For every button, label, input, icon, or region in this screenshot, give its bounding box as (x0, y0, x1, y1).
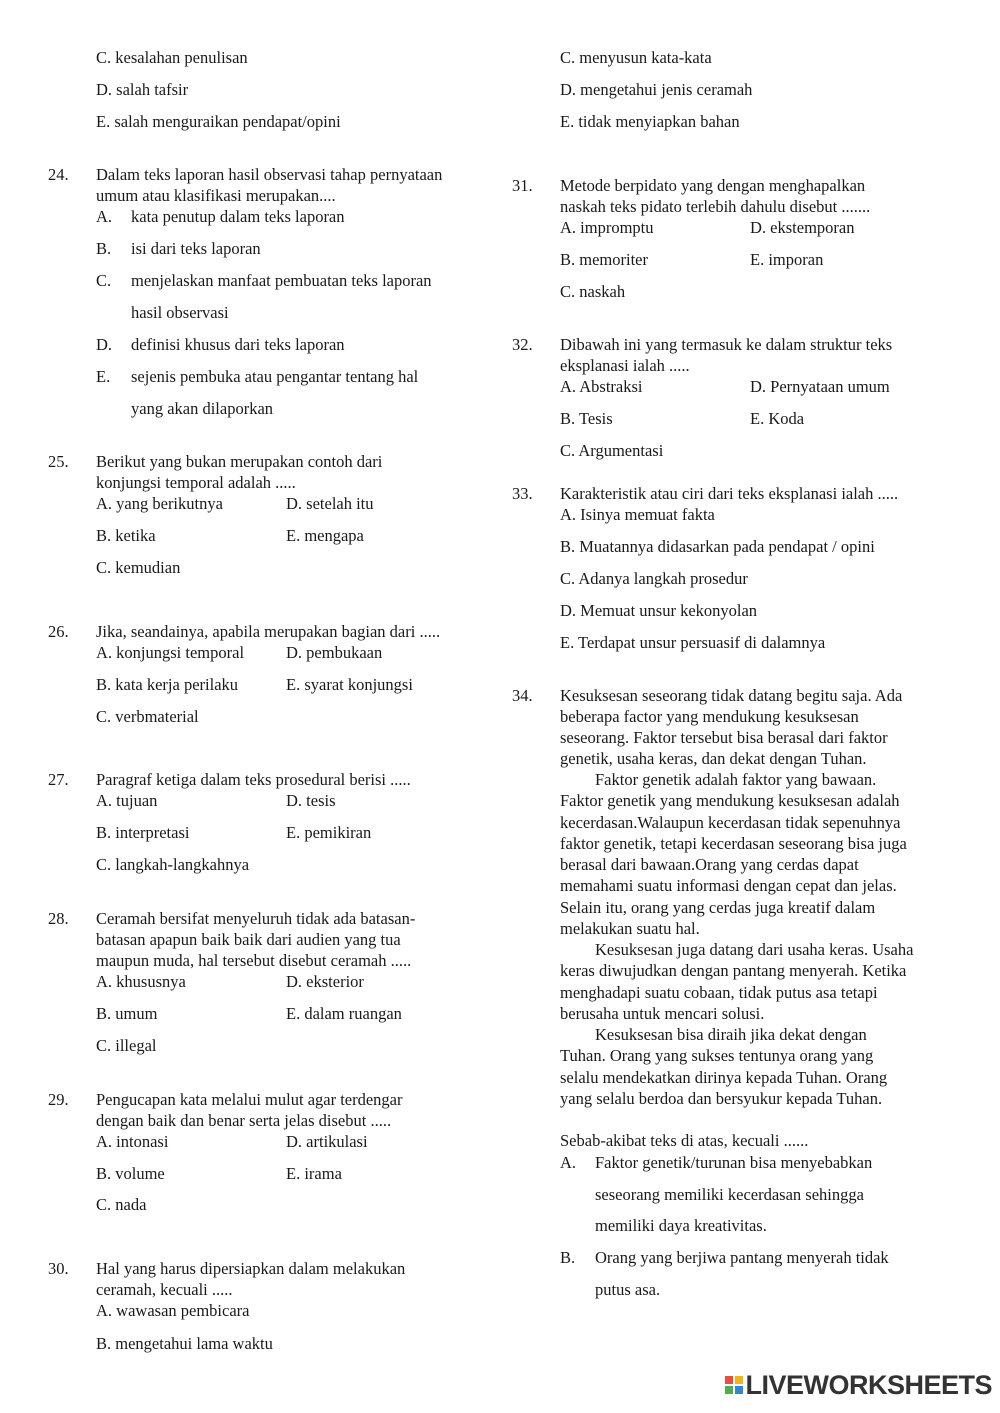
text-line: E. Koda (750, 409, 805, 428)
text-line: faktor genetik, tetapi kecerdasan seseorang bisa juga (560, 834, 907, 853)
text-line: A. Isinya memuat fakta (560, 505, 715, 524)
text-line: A. (560, 1153, 577, 1172)
text-line: B. volume (96, 1164, 165, 1183)
text-line: seseorang memiliki kecerdasan sehingga (595, 1185, 864, 1204)
text-line: Metode berpidato yang dengan menghapalkan (560, 176, 866, 195)
text-line: E. mengapa (286, 526, 364, 545)
text-line: yang selalu berdoa dan bersyukur kepada Tuhan. (560, 1089, 883, 1108)
text-line: C. langkah-langkahnya (96, 855, 250, 874)
text-line: B. kata kerja perilaku (96, 675, 239, 694)
text-line: D. eksterior (286, 972, 364, 991)
text-line: C. nada (96, 1195, 147, 1214)
text-line: kata penutup dalam teks laporan (131, 207, 345, 226)
text-line: Dibawah ini yang termasuk ke dalam struktur teks (560, 335, 893, 354)
text-line: E. Terdapat unsur persuasif di dalamnya (560, 633, 826, 652)
text-line: B. mengetahui lama waktu (96, 1334, 273, 1353)
text-line: B. umum (96, 1004, 158, 1023)
text-line: kecerdasan.Walaupun kecerdasan tidak sepenuhnya (560, 813, 901, 832)
text-line: beberapa factor yang mendukung kesuksesan (560, 707, 859, 726)
text-line: naskah teks pidato terlebih dahulu disebut ....... (560, 197, 871, 216)
text-line: D. pembukaan (286, 643, 383, 662)
text-line: D. artikulasi (286, 1132, 368, 1151)
text-line: A. konjungsi temporal (96, 643, 245, 662)
text-line: E. syarat konjungsi (286, 675, 413, 694)
text-line: E. irama (286, 1164, 342, 1183)
logo-square (735, 1386, 743, 1394)
text-line: E. (96, 367, 111, 386)
text-line: maupun muda, hal tersebut disebut ceramah ..... (96, 951, 412, 970)
text-line: C. naskah (560, 282, 626, 301)
text-line: memahami suatu informasi dengan cepat dan jelas. (560, 876, 897, 895)
text-line: 34. (512, 686, 533, 705)
text-line: B. (96, 239, 112, 258)
text-line: A. yang berikutnya (96, 494, 223, 513)
text-line: D. salah tafsir (96, 80, 189, 99)
text-line: B. (560, 1248, 576, 1267)
text-line: Tuhan. Orang yang sukses tentunya orang yang (560, 1046, 874, 1065)
text-line: D. Pernyataan umum (750, 377, 890, 396)
text-line: 27. (48, 770, 69, 789)
text-line: Berikut yang bukan merupakan contoh dari (96, 452, 383, 471)
text-line: 32. (512, 335, 533, 354)
text-line: Dalam teks laporan hasil observasi tahap pernyataan (96, 165, 443, 184)
text-line: hasil observasi (131, 303, 229, 322)
text-line: keras diwujudkan dengan pantang menyerah. Ketika (560, 961, 907, 980)
text-line: C. kesalahan penulisan (96, 48, 248, 67)
text-line: Faktor genetik yang mendukung kesuksesan adalah (560, 791, 900, 810)
text-line: B. Muatannya didasarkan pada pendapat / opini (560, 537, 875, 556)
text-line: 31. (512, 176, 533, 195)
text-line: D. ekstemporan (750, 218, 855, 237)
text-line: E. salah menguraikan pendapat/opini (96, 112, 341, 131)
text-line: C. verbmaterial (96, 707, 199, 726)
text-line: eksplanasi ialah ..... (560, 356, 690, 375)
logo-text: LIVEWORKSHEETS (745, 1370, 992, 1400)
text-line: 30. (48, 1259, 69, 1278)
text-line: seseorang. Faktor tersebut bisa berasal dari faktor (560, 728, 888, 747)
text-line: A. Abstraksi (560, 377, 643, 396)
text-line: B. memoriter (560, 250, 648, 269)
text-line: A. khususnya (96, 972, 186, 991)
text-line: 33. (512, 484, 533, 503)
text-line: B. interpretasi (96, 823, 190, 842)
liveworksheets-logo[interactable] (725, 1371, 992, 1399)
text-line: A. (96, 207, 113, 226)
text-line: putus asa. (595, 1280, 661, 1299)
text-line: yang akan dilaporkan (131, 399, 274, 418)
text-line: E. dalam ruangan (286, 1004, 402, 1023)
text-line: A. wawasan pembicara (96, 1301, 250, 1320)
text-line: 28. (48, 909, 69, 928)
text-line: umum atau klasifikasi merupakan.... (96, 186, 336, 205)
text-line: genetik, usaha keras, dan dekat dengan Tuhan. (560, 749, 867, 768)
text-line: C. Argumentasi (560, 441, 664, 460)
text-line: C. (96, 271, 112, 290)
text-line: C. illegal (96, 1036, 157, 1055)
text-line: D. tesis (286, 791, 336, 810)
text-line: D. Memuat unsur kekonyolan (560, 601, 758, 620)
text-line: Ceramah bersifat menyeluruh tidak ada batasan- (96, 909, 416, 928)
text-line: dengan baik dan benar serta jelas disebut ..... (96, 1111, 392, 1130)
text-line: Kesuksesan seseorang tidak datang begitu saja. Ada (560, 686, 903, 705)
text-line: Hal yang harus dipersiapkan dalam melakukan (96, 1259, 406, 1278)
text-line: 25. (48, 452, 69, 471)
text-line: menghadapi suatu cobaan, tidak putus asa tetapi (560, 983, 878, 1002)
text-line: 24. (48, 165, 69, 184)
text-line: Faktor genetik/turunan bisa menyebabkan (595, 1153, 873, 1172)
text-line: Faktor genetik adalah faktor yang bawaan. (595, 770, 877, 789)
text-line: Selain itu, orang yang cerdas juga kreatif dalam (560, 898, 876, 917)
text-line: A. intonasi (96, 1132, 169, 1151)
text-line: B. ketika (96, 526, 156, 545)
text-line: melakukan suatu hal. (560, 919, 700, 938)
text-line: 29. (48, 1090, 69, 1109)
text-line: 26. (48, 622, 69, 641)
text-line: D. mengetahui jenis ceramah (560, 80, 753, 99)
logo-square (725, 1376, 733, 1384)
text-line: isi dari teks laporan (131, 239, 261, 258)
text-line: C. menyusun kata-kata (560, 48, 712, 67)
logo-square (735, 1376, 743, 1384)
text-line: A. impromptu (560, 218, 654, 237)
text-line: konjungsi temporal adalah ..... (96, 473, 296, 492)
text-line: D. setelah itu (286, 494, 374, 513)
text-line: menjelaskan manfaat pembuatan teks laporan (131, 271, 432, 290)
text-line: berusaha untuk mencari solusi. (560, 1004, 765, 1023)
logo-squares-icon (725, 1376, 743, 1394)
text-line: E. pemikiran (286, 823, 372, 842)
text-line: Sebab-akibat teks di atas, kecuali ...... (560, 1131, 809, 1150)
text-line: Jika, seandainya, apabila merupakan bagian dari ..... (96, 622, 441, 641)
text-line: A. tujuan (96, 791, 158, 810)
text-line: D. (96, 335, 113, 354)
text-line: ceramah, kecuali ..... (96, 1280, 233, 1299)
text-line: Paragraf ketiga dalam teks prosedural berisi ..... (96, 770, 411, 789)
text-line: C. kemudian (96, 558, 181, 577)
text-line: berasal dari bawaan.Orang yang cerdas dapat (560, 855, 859, 874)
text-line: B. Tesis (560, 409, 613, 428)
text-line: Pengucapan kata melalui mulut agar terdengar (96, 1090, 403, 1109)
text-line: definisi khusus dari teks laporan (131, 335, 345, 354)
text-line: Kesuksesan bisa diraih jika dekat dengan (595, 1025, 867, 1044)
text-line: C. Adanya langkah prosedur (560, 569, 748, 588)
logo-square (725, 1386, 733, 1394)
text-line: E. tidak menyiapkan bahan (560, 112, 740, 131)
text-line: memiliki daya kreativitas. (595, 1216, 767, 1235)
text-line: sejenis pembuka atau pengantar tentang hal (131, 367, 419, 386)
text-line: Orang yang berjiwa pantang menyerah tidak (595, 1248, 889, 1267)
text-line: selalu mendekatkan dirinya kepada Tuhan. Orang (560, 1068, 888, 1087)
text-line: batasan apapun baik baik dari audien yang tua (96, 930, 401, 949)
text-line: Karakteristik atau ciri dari teks eksplanasi ialah ..... (560, 484, 899, 503)
text-line: E. imporan (750, 250, 824, 269)
text-line: Kesuksesan juga datang dari usaha keras. Usaha (595, 940, 914, 959)
